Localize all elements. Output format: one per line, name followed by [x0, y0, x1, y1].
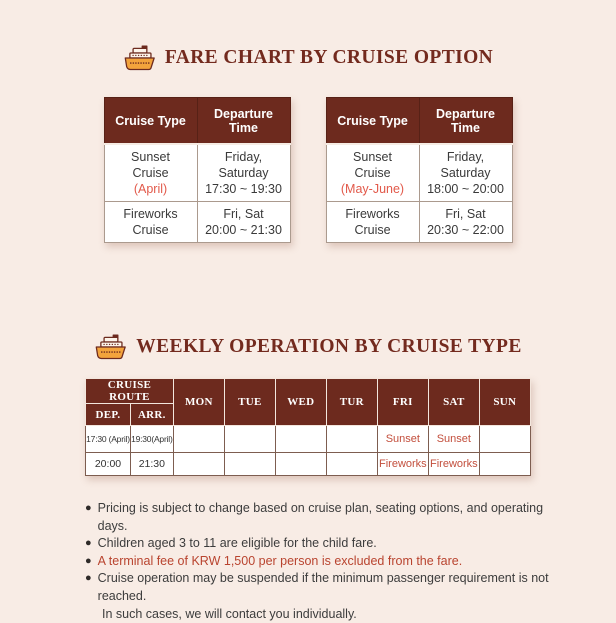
weekly-operation-table — [85, 378, 531, 476]
departure-time-header: Departure Time — [419, 98, 512, 145]
day-cell-sat: Sunset — [428, 426, 479, 453]
cruise-ship-icon — [94, 334, 127, 360]
note-item — [85, 500, 555, 535]
fare-section-title: FARE CHART BY CRUISE OPTION — [164, 47, 494, 68]
fare-table-april — [104, 97, 291, 243]
cruise-type-cell: Fireworks Cruise — [326, 202, 419, 243]
day-cell-mon — [173, 453, 224, 476]
notes-list — [85, 500, 555, 623]
table-row — [86, 453, 531, 476]
day-cell-fri: Fireworks — [377, 453, 428, 476]
note-item — [85, 570, 555, 605]
day-cell-sat: Fireworks — [428, 453, 479, 476]
note-text: A terminal fee of KRW 1,500 per person is excluded from the fare. — [97, 553, 463, 568]
fare-section-heading — [0, 0, 616, 71]
departure-time-cell: Friday, Saturday 18:00 ~ 20:00 — [419, 144, 512, 202]
note-text: In such cases, we will contact you individually. — [102, 606, 357, 621]
table-row — [326, 202, 512, 243]
departure-time-cell: Fri, Sat 20:00 ~ 21:30 — [197, 202, 290, 243]
day-cell-wed — [275, 453, 326, 476]
season-accent: (May-June) — [340, 182, 405, 196]
departure-header: DEP. — [86, 404, 131, 426]
fare-table-may-june — [326, 97, 513, 243]
weekly-section-heading — [0, 334, 616, 360]
day-cell-tur — [326, 453, 377, 476]
departure-time-cell: Friday, Saturday 17:30 ~ 19:30 — [197, 144, 290, 202]
day-cell-fri: Sunset — [377, 426, 428, 453]
departure-time-header: Departure Time — [197, 98, 290, 145]
table-row — [104, 202, 290, 243]
bullet-icon: ● — [85, 554, 92, 567]
arrival-header: ARR. — [130, 404, 173, 426]
cruise-type-cell: Fireworks Cruise — [104, 202, 197, 243]
day-cell-tue — [224, 453, 275, 476]
cruise-route-header: CRUISE ROUTE — [86, 379, 174, 404]
day-header-sun: SUN — [479, 379, 530, 426]
table-row — [104, 144, 290, 202]
weekly-section-title: WEEKLY OPERATION BY CRUISE TYPE — [136, 336, 522, 357]
departure-time-cell: 17:30 (April) — [86, 426, 131, 453]
note-item-continued — [85, 606, 555, 623]
table-header-row — [104, 98, 290, 145]
bullet-icon: ● — [85, 502, 92, 514]
table-header-row — [86, 379, 531, 404]
day-header-tur: TUR — [326, 379, 377, 426]
day-cell-tur — [326, 426, 377, 453]
day-header-mon: MON — [173, 379, 224, 426]
note-text: Cruise operation may be suspended if the minimum passenger requirement is not reached. — [97, 571, 549, 603]
cruise-type-header: Cruise Type — [104, 98, 197, 145]
note-text: Pricing is subject to change based on cruise plan, seating options, and operating days. — [97, 501, 544, 533]
day-cell-wed — [275, 426, 326, 453]
day-cell-sun — [479, 453, 530, 476]
day-header-wed: WED — [275, 379, 326, 426]
cruise-ship-icon — [123, 45, 156, 71]
day-header-fri: FRI — [377, 379, 428, 426]
arrival-time-cell: 19:30(April) — [130, 426, 173, 453]
fare-tables — [0, 97, 616, 243]
day-cell-sun — [479, 426, 530, 453]
day-cell-tue — [224, 426, 275, 453]
table-row — [86, 426, 531, 453]
departure-time-cell: Fri, Sat 20:30 ~ 22:00 — [419, 202, 512, 243]
note-item — [85, 535, 555, 553]
departure-time-cell: 20:00 — [86, 453, 131, 476]
day-header-sat: SAT — [428, 379, 479, 426]
note-text: Children aged 3 to 11 are eligible for the child fare. — [97, 536, 377, 551]
day-header-tue: TUE — [224, 379, 275, 426]
note-item-terminal-fee — [85, 553, 555, 571]
cruise-type-header: Cruise Type — [326, 98, 419, 145]
day-cell-mon — [173, 426, 224, 453]
bullet-icon: ● — [85, 537, 92, 550]
table-header-row — [326, 98, 512, 145]
arrival-time-cell: 21:30 — [130, 453, 173, 476]
season-accent: (April) — [133, 182, 168, 196]
bullet-icon: ● — [85, 572, 92, 585]
cruise-type-cell: Sunset Cruise (April) — [104, 144, 197, 202]
cruise-type-cell: Sunset Cruise (May-June) — [326, 144, 419, 202]
table-row — [326, 144, 512, 202]
